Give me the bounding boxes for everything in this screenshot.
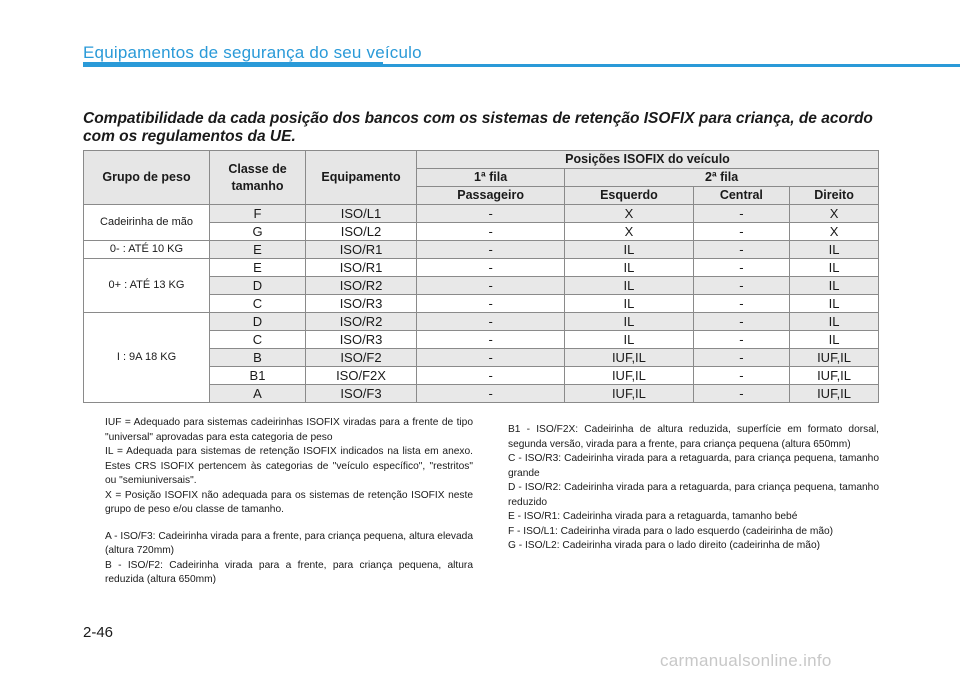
right-cell: X (790, 205, 879, 223)
header-equipment: Equipamento (306, 151, 417, 205)
legend-note: X = Posição ISOFIX não adequada para os sistemas de retenção ISOFIX neste grupo de peso e/ou classe de tamanho. (105, 489, 473, 515)
equipment-cell: ISO/R1 (306, 259, 417, 277)
page-number: 2-46 (83, 624, 114, 641)
equipment-cell: ISO/R3 (306, 295, 417, 313)
legend-note: B1 - ISO/F2X: Cadeirinha de altura reduzida, superfície em formato dorsal, segunda versão, virada para a frente, para criança pequena (altura 650mm) (508, 424, 879, 450)
weight-group-cell: Cadeirinha de mão (84, 205, 210, 241)
equipment-cell: ISO/F3 (306, 385, 417, 403)
center-cell: - (693, 313, 789, 331)
table-row (84, 205, 879, 223)
left-cell: IL (565, 313, 693, 331)
header-positions: Posições ISOFIX do veículo (417, 151, 879, 169)
header-row1: 1ª fila (417, 169, 565, 187)
weight-group-cell: 0- : ATÉ 10 KG (84, 241, 210, 259)
center-cell: - (693, 277, 789, 295)
center-cell: - (693, 295, 789, 313)
header-rule-accent (83, 62, 383, 67)
center-cell: - (693, 205, 789, 223)
size-class-cell: F (210, 205, 306, 223)
legend-note: C - ISO/R3: Cadeirinha virada para a retaguarda, para criança pequena, tamanho grande (508, 453, 879, 479)
weight-group-cell: 0+ : ATÉ 13 KG (84, 259, 210, 313)
legend-note: A - ISO/F3: Cadeirinha virada para a frente, para criança pequena, altura elevada (altura 720mm) (105, 530, 473, 556)
passenger-cell: - (417, 313, 565, 331)
center-cell: - (693, 367, 789, 385)
header-passenger: Passageiro (417, 187, 565, 205)
left-cell: IL (565, 241, 693, 259)
header-size-class: Classe de tamanho (210, 151, 306, 205)
size-class-cell: C (210, 295, 306, 313)
section-title: Compatibilidade da cada posição dos bancos com os sistemas de retenção ISOFIX para criança, de acordo com os regulamentos da UE. (83, 110, 873, 145)
size-class-cell: G (210, 223, 306, 241)
chapter-title: Equipamentos de segurança do seu veículo (83, 43, 422, 62)
right-cell: IUF,IL (790, 349, 879, 367)
passenger-cell: - (417, 385, 565, 403)
passenger-cell: - (417, 295, 565, 313)
center-cell: - (693, 349, 789, 367)
center-cell: - (693, 259, 789, 277)
right-cell: IL (790, 241, 879, 259)
left-cell: X (565, 205, 693, 223)
equipment-cell: ISO/L1 (306, 205, 417, 223)
header-left: Esquerdo (565, 187, 693, 205)
legend-note: IUF = Adequado para sistemas cadeirinhas ISOFIX viradas para a frente de tipo "universal" aprovadas para esta categoria de peso (105, 417, 473, 443)
legend-note: F - ISO/L1: Cadeirinha virada para o lado esquerdo (cadeirinha de mão) (508, 525, 834, 537)
passenger-cell: - (417, 331, 565, 349)
left-cell: IL (565, 295, 693, 313)
header-center: Central (693, 187, 789, 205)
equipment-cell: ISO/R1 (306, 241, 417, 259)
legend-notes-right (486, 423, 879, 554)
center-cell: - (693, 223, 789, 241)
watermark: carmanualsonline.info (660, 651, 832, 670)
legend-notes-left (83, 416, 473, 588)
table-body (84, 205, 879, 403)
isofix-compatibility-table (83, 150, 879, 403)
right-cell: X (790, 223, 879, 241)
size-class-cell: B1 (210, 367, 306, 385)
right-cell: IL (790, 277, 879, 295)
left-cell: IL (565, 331, 693, 349)
legend-note: E - ISO/R1: Cadeirinha virada para a retaguarda, tamanho bebé (508, 511, 798, 522)
table-row (84, 241, 879, 259)
right-cell: IL (790, 331, 879, 349)
legend-note: G - ISO/L2: Cadeirinha virada para o lado direito (cadeirinha de mão) (508, 540, 821, 551)
size-class-cell: E (210, 241, 306, 259)
size-class-cell: B (210, 349, 306, 367)
equipment-cell: ISO/F2X (306, 367, 417, 385)
center-cell: - (693, 331, 789, 349)
right-cell: IL (790, 313, 879, 331)
left-cell: IUF,IL (565, 385, 693, 403)
equipment-cell: ISO/R3 (306, 331, 417, 349)
center-cell: - (693, 241, 789, 259)
legend-note: D - ISO/R2: Cadeirinha virada para a retaguarda, para criança pequena, tamanho reduzido (508, 482, 879, 508)
passenger-cell: - (417, 277, 565, 295)
size-class-cell: E (210, 259, 306, 277)
passenger-cell: - (417, 241, 565, 259)
right-cell: IL (790, 259, 879, 277)
table-row (84, 313, 879, 331)
size-class-cell: A (210, 385, 306, 403)
legend-note: B - ISO/F2: Cadeirinha virada para a frente, para criança pequena, altura reduzida (altura 650mm) (105, 559, 473, 585)
passenger-cell: - (417, 205, 565, 223)
left-cell: IUF,IL (565, 367, 693, 385)
right-cell: IL (790, 295, 879, 313)
equipment-cell: ISO/L2 (306, 223, 417, 241)
header-right: Direito (790, 187, 879, 205)
size-class-cell: D (210, 277, 306, 295)
passenger-cell: - (417, 259, 565, 277)
size-class-cell: C (210, 331, 306, 349)
right-cell: IUF,IL (790, 385, 879, 403)
header-row2: 2ª fila (565, 169, 879, 187)
equipment-cell: ISO/R2 (306, 277, 417, 295)
weight-group-cell: I : 9A 18 KG (84, 313, 210, 403)
right-cell: IUF,IL (790, 367, 879, 385)
passenger-cell: - (417, 367, 565, 385)
left-cell: IL (565, 277, 693, 295)
passenger-cell: - (417, 223, 565, 241)
left-cell: X (565, 223, 693, 241)
left-cell: IUF,IL (565, 349, 693, 367)
size-class-cell: D (210, 313, 306, 331)
center-cell: - (693, 385, 789, 403)
left-cell: IL (565, 259, 693, 277)
legend-note: IL = Adequada para sistemas de retenção ISOFIX indicados na lista em anexo. Estes CRS ISOFIX pertencem às categorias de "veículo específico", "restritos" ou "semiuniversais". (105, 446, 473, 486)
passenger-cell: - (417, 349, 565, 367)
table-row (84, 259, 879, 277)
header-group: Grupo de peso (84, 151, 210, 205)
equipment-cell: ISO/R2 (306, 313, 417, 331)
equipment-cell: ISO/F2 (306, 349, 417, 367)
